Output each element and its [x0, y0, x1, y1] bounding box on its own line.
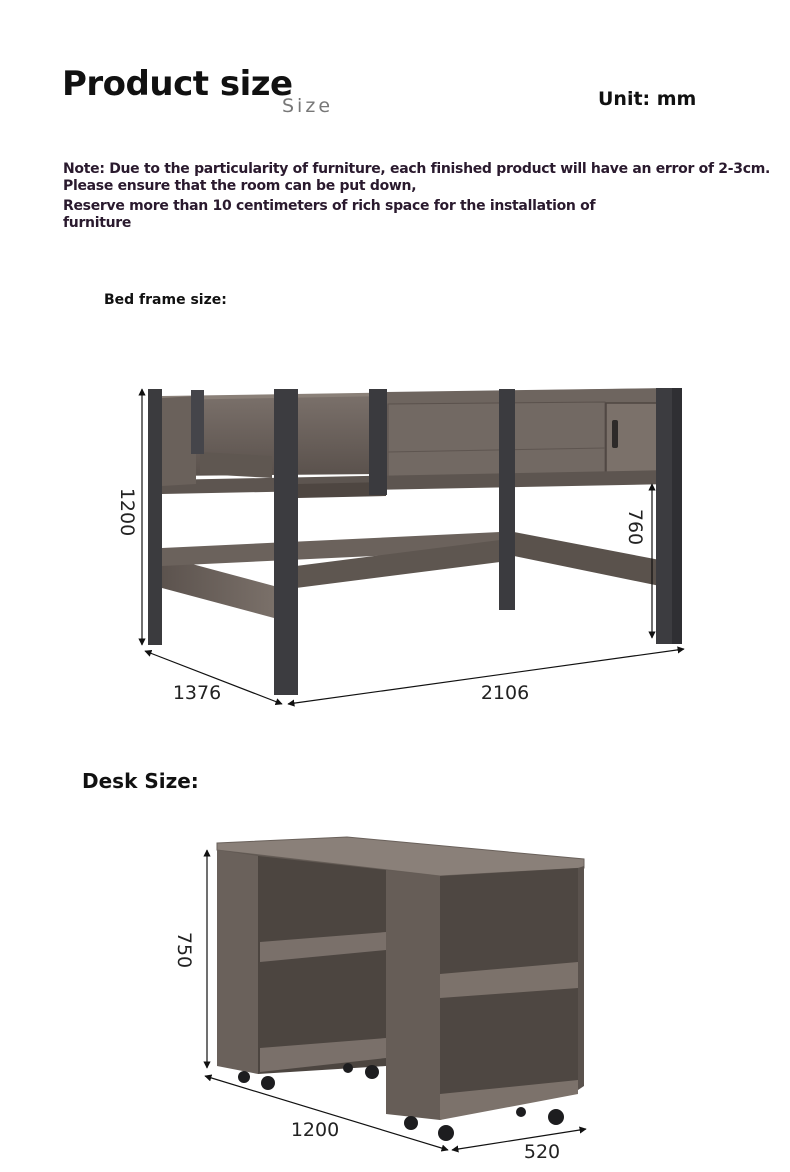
note-line-2: Please ensure that the room can be put down, — [63, 178, 417, 194]
desk-height-value: 750 — [173, 931, 195, 969]
page-title: Product size — [62, 64, 293, 104]
bed-height-value: 1200 — [116, 487, 138, 537]
page-subtitle: Size — [282, 95, 334, 117]
note-line-4: furniture — [63, 215, 132, 231]
desk-label: Desk Size: — [82, 769, 199, 793]
bed-frame-label: Bed frame size: — [104, 292, 227, 308]
unit-label: Unit: mm — [598, 88, 697, 110]
bed-clearance-value: 760 — [624, 508, 646, 546]
note-line-3: Reserve more than 10 centimeters of rich space for the installation of — [63, 198, 596, 214]
note-line-1: Note: Due to the particularity of furniture, each finished product will have an error of 2-3cm. — [63, 161, 771, 177]
bed-length-value: 2106 — [480, 682, 530, 704]
bed-frame-illustration — [148, 388, 682, 695]
bed-width-value: 1376 — [172, 682, 222, 704]
desk-illustration — [217, 837, 584, 1141]
post-back-right — [499, 389, 515, 610]
desk-depth-value: 520 — [523, 1141, 561, 1163]
door-handle — [612, 420, 618, 448]
post-back-left — [148, 389, 162, 645]
desk-length-value: 1200 — [290, 1119, 340, 1141]
post-front-left — [274, 389, 298, 695]
